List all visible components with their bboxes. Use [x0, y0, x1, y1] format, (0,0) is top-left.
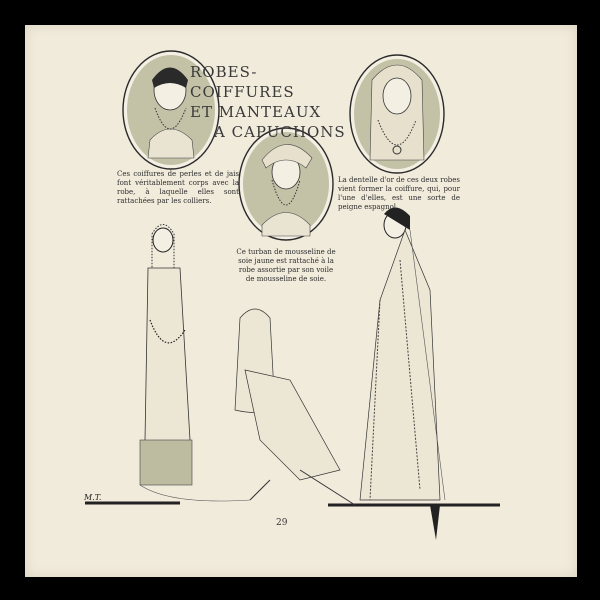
- page-title: [190, 62, 360, 142]
- ground-spike: [430, 505, 440, 540]
- caption-left: Ces coiffures de perles et de jais font véritablement corps avec la robe, à laquelle elles sont rattachées par les colliers.: [117, 170, 239, 205]
- page-number: 29: [276, 518, 288, 528]
- title-line-3: A CAPUCHONS: [214, 123, 346, 141]
- title-line-2: ET MANTEAUX: [190, 103, 322, 121]
- caption-right: La dentelle d'or de ces deux robes vient former la coiffure, qui, pour l'une d'elles, est une sorte de peigne espagnol.: [338, 176, 460, 211]
- portrait-center: [239, 128, 333, 240]
- caption-center: Ce turban de mousseline de soie jaune est rattaché à la robe assortie par son voile de mousseline de soie.: [236, 248, 336, 283]
- portrait-right: [350, 55, 444, 173]
- figure-right: [360, 207, 445, 500]
- artist-signature: M.T.: [84, 493, 102, 502]
- title-line-1: ROBES-COIFFURES: [190, 63, 295, 101]
- figure-center: [235, 309, 355, 505]
